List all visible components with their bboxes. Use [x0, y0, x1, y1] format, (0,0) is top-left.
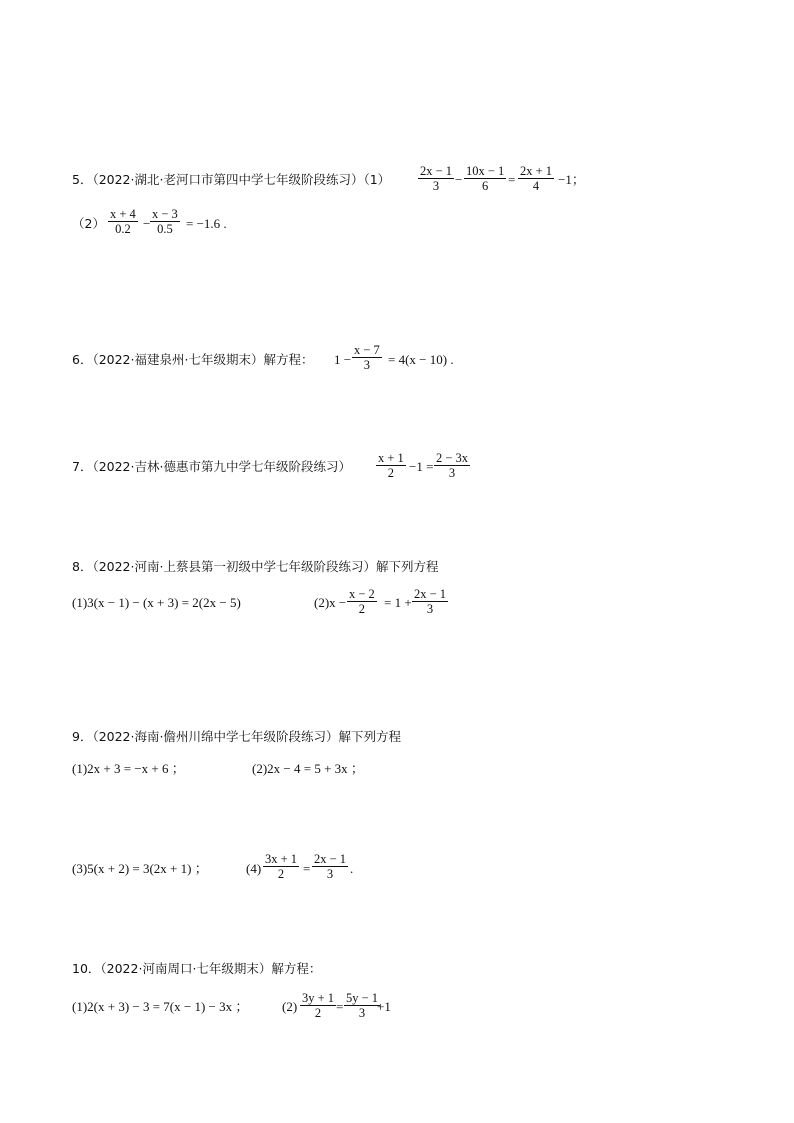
q5-p2-fraction-1	[108, 207, 138, 236]
q9-p4-f1-denominator: 2	[277, 867, 285, 881]
q5-p2-minus: −	[143, 216, 151, 231]
q7-f1-numerator: x + 1	[378, 451, 404, 465]
q7-fraction-1	[376, 451, 406, 480]
q10-p2-lead: (2)	[282, 999, 298, 1014]
q5-p2-f1-numerator: x + 4	[110, 207, 136, 221]
q8-p2-f1-denominator: 2	[358, 602, 366, 616]
q10-p2-f2-denominator: 3	[358, 1006, 366, 1020]
q5-heading: 5．（2022·湖北·老河口市第四中学七年级阶段练习）（1）	[72, 172, 391, 187]
q9-p4-equals: =	[303, 861, 311, 876]
q5-p1-f2-denominator: 6	[482, 179, 489, 193]
q10-p2-f1-numerator: 3y + 1	[302, 991, 335, 1005]
q5-p2-f2-denominator: 0.5	[157, 222, 173, 236]
q6-numerator: x − 7	[354, 343, 380, 357]
q5-p2-tail: = −1.6 .	[186, 216, 227, 231]
q5-p1-fraction-1	[418, 164, 454, 193]
q9-part-3: (3)5(x + 2) = 3(2x + 1) ；	[72, 861, 208, 876]
q9-p4-tail: .	[350, 861, 354, 876]
q5-p1-equals: =	[508, 172, 516, 187]
q10-part-1: (1)2(x + 3) − 3 = 7(x − 1) − 3x ；	[72, 999, 249, 1014]
q5-p1-fraction-3	[518, 164, 554, 193]
q6-tail: = 4(x − 10) .	[388, 352, 454, 367]
q10-p2-fraction-2	[344, 991, 380, 1020]
q5-p1-fraction-2	[464, 164, 506, 193]
q6-fraction	[352, 343, 382, 372]
q10-p2-tail: +1	[377, 999, 391, 1014]
q5-p1-f1-denominator: 3	[432, 179, 440, 193]
q7-f2-denominator: 3	[448, 466, 456, 480]
q6-lead: 1 −	[334, 352, 352, 367]
q8-p2-f2-numerator: 2x − 1	[414, 587, 447, 601]
q5-p1-f2-numerator: 10x − 1	[466, 164, 505, 178]
q6-heading: 6．（2022·福建泉州·七年级期末）解方程：	[72, 352, 314, 367]
q8-p2-fraction-2	[412, 587, 448, 616]
q8-p2-f1-numerator: x − 2	[349, 587, 375, 601]
q5-p2-f1-denominator: 0.2	[115, 222, 131, 236]
q9-p4-lead: (4)	[246, 861, 262, 876]
q8-part-1: (1)3(x − 1) − (x + 3) = 2(2x − 5)	[72, 595, 241, 610]
q5-p1-f3-numerator: 2x + 1	[520, 164, 553, 178]
q9-heading: 9．（2022·海南·儋州川绵中学七年级阶段练习）解下列方程	[72, 729, 401, 744]
q7-f1-denominator: 2	[387, 466, 395, 480]
q8-p2-lead: (2)x −	[314, 595, 347, 610]
q7-f2-numerator: 2 − 3x	[436, 451, 469, 465]
q5-p1-f3-denominator: 4	[532, 179, 540, 193]
q10-p2-fraction-1	[300, 991, 336, 1020]
q7-fraction-2	[434, 451, 470, 480]
q5-p1-tail: −1；	[558, 172, 585, 187]
q9-p4-f1-numerator: 3x + 1	[265, 852, 298, 866]
q8-heading: 8．（2022·河南·上蔡县第一初级中学七年级阶段练习）解下列方程	[72, 559, 439, 574]
q5-p2-label: （2）	[72, 216, 105, 231]
q5-p2-f2-numerator: x − 3	[152, 207, 178, 221]
q5-p2-fraction-2	[150, 207, 180, 236]
q8-p2-mid: = 1 +	[384, 595, 412, 610]
q6-denominator: 3	[363, 358, 371, 372]
q10-p2-f1-denominator: 2	[314, 1006, 322, 1020]
q10-heading: 10．（2022·河南周口·七年级期末）解方程：	[72, 961, 322, 976]
q9-p4-fraction-1	[263, 852, 299, 881]
q9-p4-f2-numerator: 2x − 1	[314, 852, 347, 866]
q7-heading: 7．（2022·吉林·德惠市第九中学七年级阶段练习）	[72, 459, 351, 474]
q5-p1-f1-numerator: 2x − 1	[420, 164, 453, 178]
q9-part-1: (1)2x + 3 = −x + 6 ；	[72, 761, 185, 776]
q10-p2-equals: =	[336, 999, 344, 1014]
q8-p2-fraction-1	[347, 587, 377, 616]
q9-part-2: (2)2x − 4 = 5 + 3x ；	[252, 761, 364, 776]
q9-p4-fraction-2	[312, 852, 348, 881]
q7-mid: −1 =	[409, 459, 434, 474]
q10-p2-f2-numerator: 5y − 1	[346, 991, 379, 1005]
q5-p1-minus: −	[455, 172, 463, 187]
q9-p4-f2-denominator: 3	[326, 867, 334, 881]
q8-p2-f2-denominator: 3	[426, 602, 434, 616]
